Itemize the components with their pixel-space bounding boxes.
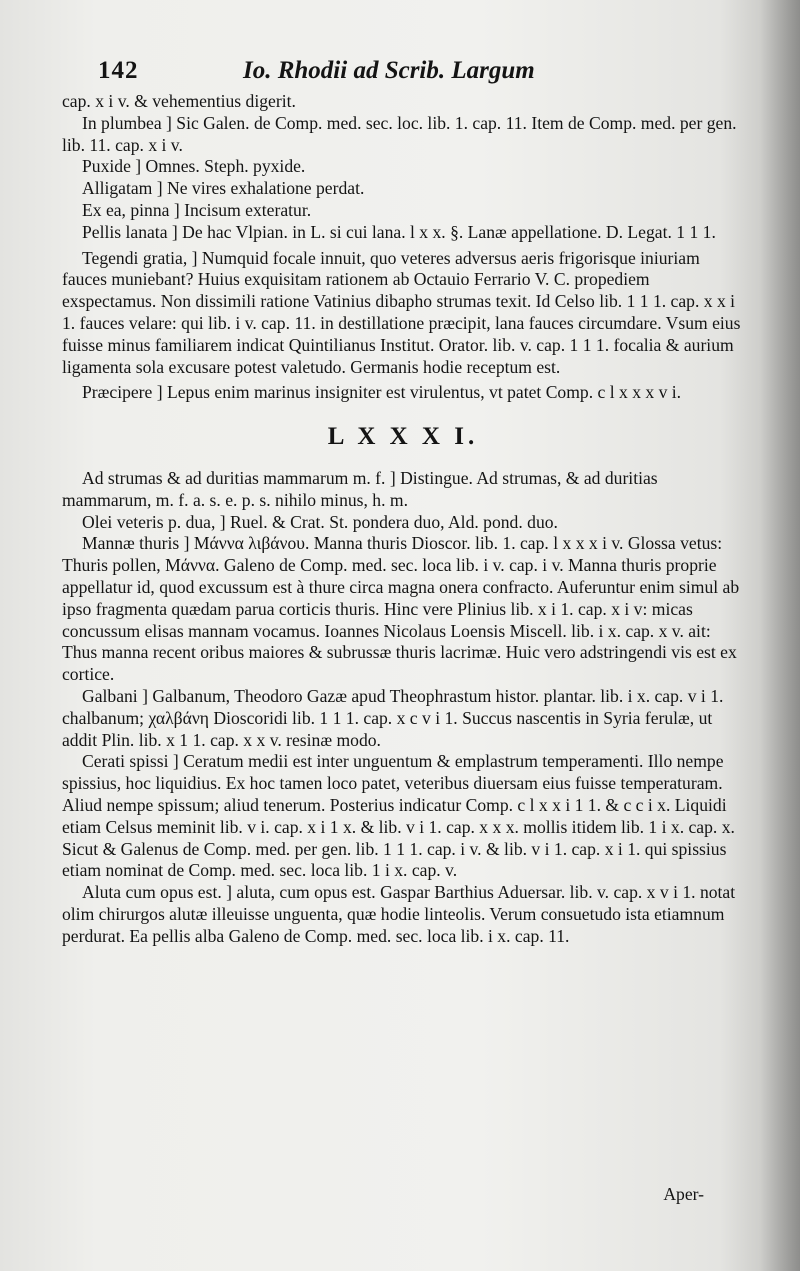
paragraph: Pellis lanata ] De hac Vlpian. in L. si cui lana. l x x. §. Lanæ appellatione. D. Legat. 1 1 1. — [82, 221, 716, 242]
section-heading: L X X X I. — [327, 423, 479, 451]
paragraph: Olei veteris p. dua, ] Ruel. & Crat. St. pondera duo, Ald. pond. duo. — [82, 511, 558, 532]
catchword: Aper- — [663, 1184, 704, 1204]
paragraph: Galbani ] Galbanum, Theodoro Gazæ apud Theophrastum histor. plantar. lib. i x. cap. v i 1. chalbanum; χαλβάνη Dioscoridi lib. 1 1 1. cap. x c v i 1. Succus nascentis in Syria ferulæ, ut addit Plin. lib. x 1 1. cap. x x v. resinæ modo. — [62, 685, 724, 750]
paragraph: Aluta cum opus est. ] aluta, cum opus est. Gaspar Barthius Aduersar. lib. v. cap. x v i 1. notat olim chirurgos alutæ illeuisse unguenta, quæ hodie linteolis. Verum consuetudo ista etiamnum perdurat. Ea pellis alba Galeno de Comp. med. sec. loca lib. i x. cap. 11. — [62, 882, 736, 946]
page-header — [98, 55, 748, 91]
paragraph: Puxide ] Omnes. Steph. pyxide. — [82, 156, 306, 177]
page-body — [62, 91, 744, 947]
page-edge-shadow — [760, 0, 800, 1271]
paragraph: Tegendi gratia, ] Numquid focale innuit, quo veteres adversus aeris frigorisque iniuriam fauces muniebant? Huius exquisitam rationem ab Octauio Ferrario V. C. propediem exspectamus. Non dissimili ratione Vatinius dibapho strumas texit. Id Celso lib. 1 1 1. cap. x x i 1. fauces velare: qui lib. i v. cap. 11. in destillatione præcipit, lana fauces circumdare. Vsum eius fuisse minus familiarem indicat Quintilianus Institut. Orator. lib. v. cap. 1 1 1. focalia & aurium ligamenta sola excusare potest valetudo. Germanis hodie receptum est. — [62, 247, 741, 377]
paragraph: Alligatam ] Ne vires exhalatione perdat. — [82, 178, 365, 199]
paragraph: Ex ea, pinna ] Incisum exteratur. — [82, 199, 312, 220]
running-head: Io. Rhodii ad Scrib. Largum — [243, 57, 535, 84]
paragraph: Mannæ thuris ] Μάννα λιβάνου. Manna thuris Dioscor. lib. 1. cap. l x x x i v. Glossa vetus: Thuris pollen, Μάννα. Galeno de Comp. med. sec. loca lib. i v. cap. i v. Manna thuris proprie appellatur id, quod excussum est à thure circa magna onera confracto. Auferuntur enim simul ab ipso fragmenta quædam parua corticis thuris. Hinc vere Plinius lib. x i 1. cap. x i v: micas concussum elisas mannam vocamus. Ioannes Nicolaus Loensis Miscell. lib. i x. cap. x v. ait: Thus manna recent oribus maiores & subrussæ thuris lacrimæ. Huic vero adstringendi vis est ex cortice. — [62, 533, 740, 685]
paragraph: cap. x i v. & vehementius digerit. — [62, 91, 296, 111]
paragraph: Ad strumas & ad duritias mammarum m. f. ] Distingue. Ad strumas, & ad duritias mammarum, m. f. a. s. e. p. s. nihilo minus, h. m. — [62, 467, 658, 510]
paragraph: In plumbea ] Sic Galen. de Comp. med. sec. loc. lib. 1. cap. 11. Item de Comp. med. per gen. lib. 11. cap. x i v. — [62, 112, 737, 155]
paragraph: Cerati spissi ] Ceratum medii est inter unguentum & emplastrum temperamenti. Illo nempe spissius, hoc liquidius. Ex hoc tamen loco patet, veteribus diuersam eius fuisse temperaturam. Aliud nempe spissum; aliud tenerum. Posterius indicatur Comp. c l x x i 1 1. & c c i x. Liquidi etiam Celsus meminit lib. v i. cap. x i 1 x. & lib. v i 1. cap. x x x. mollis itidem lib. 1 i x. cap. x. Sicut & Galenus de Comp. med. per gen. lib. 1 1 1. cap. i v. & lib. v i 1. cap. x i 1. qui spissius etiam nominat de Comp. med. sec. loca lib. 1 i x. cap. v. — [62, 751, 735, 881]
paragraph: Præcipere ] Lepus enim marinus insigniter est virulentus, vt patet Comp. c l x x x v i. — [82, 382, 682, 403]
page-number: 142 — [98, 57, 139, 84]
